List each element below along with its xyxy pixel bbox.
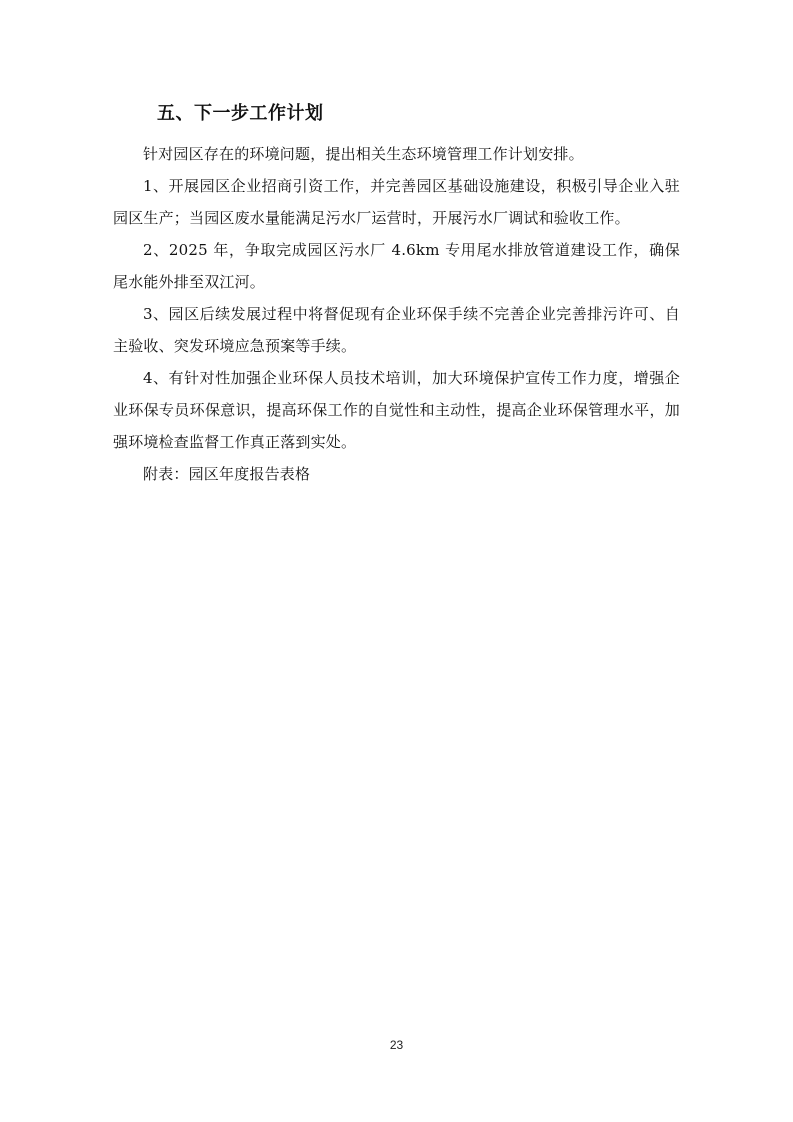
paragraph-item-3: 3、园区后续发展过程中将督促现有企业环保手续不完善企业完善排污许可、自主验收、突发环境应急预案等手续。: [113, 305, 680, 355]
paragraph-item-1: 1、开展园区企业招商引资工作，并完善园区基础设施建设，积极引导企业入驻园区生产；当园区废水量能满足污水厂运营时，开展污水厂调试和验收工作。: [113, 177, 680, 227]
page-content: [113, 100, 680, 490]
paragraph-item-4: 4、有针对性加强企业环保人员技术培训，加大环境保护宣传工作力度，增强企业环保专员环保意识，提高环保工作的自觉性和主动性，提高企业环保管理水平，加强环境检查监督工作真正落到实处。: [113, 369, 680, 451]
paragraph-intro: 针对园区存在的环境问题，提出相关生态环境管理工作计划安排。: [143, 145, 584, 163]
section-heading: 五、下一步工作计划: [157, 103, 324, 124]
paragraph-appendix: 附表：园区年度报告表格: [143, 465, 311, 483]
page-number: 23: [389, 1038, 404, 1052]
paragraph-item-2: 2、2025 年，争取完成园区污水厂 4.6km 专用尾水排放管道建设工作，确保尾水能外排至双江河。: [113, 241, 680, 291]
